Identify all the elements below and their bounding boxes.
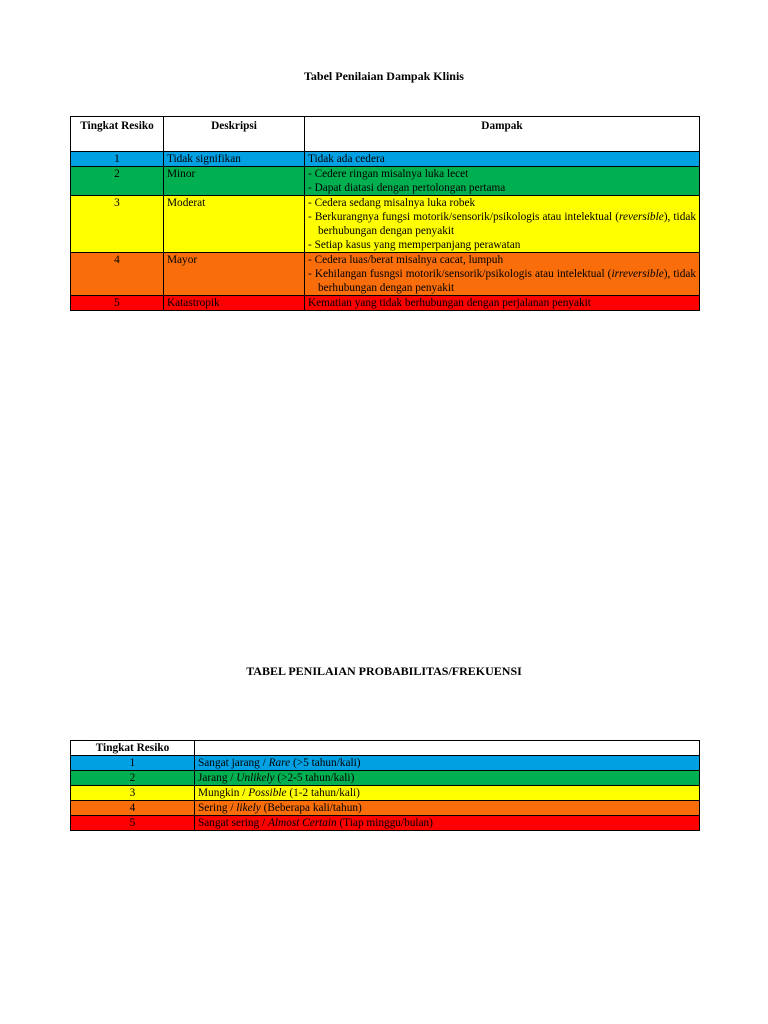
- level-cell: 4: [71, 801, 195, 816]
- probability-table-header: [71, 741, 700, 756]
- header-description: Deskripsi: [164, 117, 305, 152]
- impact-line: - Setiap kasus yang memperpanjang perawatan: [308, 239, 521, 251]
- description-cell: Minor: [164, 167, 305, 196]
- impact-line: - Dapat diatasi dengan pertolongan pertama: [308, 182, 506, 194]
- impact-line: - Berkurangnya fungsi motorik/sensorik/psikologis atau intelektual (reversible), tidak berhubungan dengan penyakit: [308, 211, 697, 237]
- impact-line: Kematian yang tidak berhubungan dengan perjalanan penyakit: [308, 297, 591, 309]
- impact-line: - Cedera sedang misalnya luka robek: [308, 197, 476, 209]
- frequency-cell: Sangat jarang / Rare (>5 tahun/kali): [195, 756, 700, 771]
- impact-cell: [305, 167, 700, 196]
- table-row: [71, 296, 700, 311]
- table-row: [71, 801, 700, 816]
- level-cell: 1: [71, 152, 164, 167]
- frequency-cell: Mungkin / Possible (1-2 tahun/kali): [195, 786, 700, 801]
- level-cell: 1: [71, 756, 195, 771]
- level-cell: 3: [71, 786, 195, 801]
- table-row: [71, 756, 700, 771]
- description-cell: Katastropik: [164, 296, 305, 311]
- table-row: [71, 196, 700, 253]
- table-row: [71, 786, 700, 801]
- header-level: Tingkat Resiko: [71, 117, 164, 152]
- frequency-cell: Jarang / Unlikely (>2-5 tahun/kali): [195, 771, 700, 786]
- impact-line: - Cedera luas/berat misalnya cacat, lumpuh: [308, 254, 504, 266]
- impact-table-header: [71, 117, 700, 152]
- description-cell: Moderat: [164, 196, 305, 253]
- impact-line: - Cedere ringan misalnya luka lecet: [308, 168, 469, 180]
- impact-cell: [305, 152, 700, 167]
- header-impact: Dampak: [305, 117, 700, 152]
- table-row: [71, 816, 700, 831]
- impact-line: - Kehilangan fusngsi motorik/sensorik/psikologis atau intelektual (irreversible), tidak berhubungan dengan penyakit: [308, 268, 697, 294]
- level-cell: 4: [71, 253, 164, 296]
- frequency-cell: Sangat sering / Almost Certain (Tiap minggu/bulan): [195, 816, 700, 831]
- description-cell: Tidak signifikan: [164, 152, 305, 167]
- table-row: [71, 167, 700, 196]
- table-row: [71, 253, 700, 296]
- table-row: [71, 152, 700, 167]
- level-cell: 5: [71, 296, 164, 311]
- impact-line: Tidak ada cedera: [308, 153, 385, 165]
- impact-cell: [305, 253, 700, 296]
- impact-cell: [305, 196, 700, 253]
- level-cell: 3: [71, 196, 164, 253]
- description-cell: Mayor: [164, 253, 305, 296]
- frequency-cell: Sering / likely (Beberapa kali/tahun): [195, 801, 700, 816]
- header-description: [195, 741, 700, 756]
- impact-table-title: Tabel Penilaian Dampak Klinis: [304, 69, 464, 83]
- table-row: [71, 771, 700, 786]
- impact-cell: [305, 296, 700, 311]
- probability-table-title: TABEL PENILAIAN PROBABILITAS/FREKUENSI: [246, 664, 522, 678]
- level-cell: 2: [71, 771, 195, 786]
- probability-table: [70, 740, 700, 831]
- impact-table: [70, 116, 700, 311]
- level-cell: 2: [71, 167, 164, 196]
- header-level: Tingkat Resiko: [71, 741, 195, 756]
- level-cell: 5: [71, 816, 195, 831]
